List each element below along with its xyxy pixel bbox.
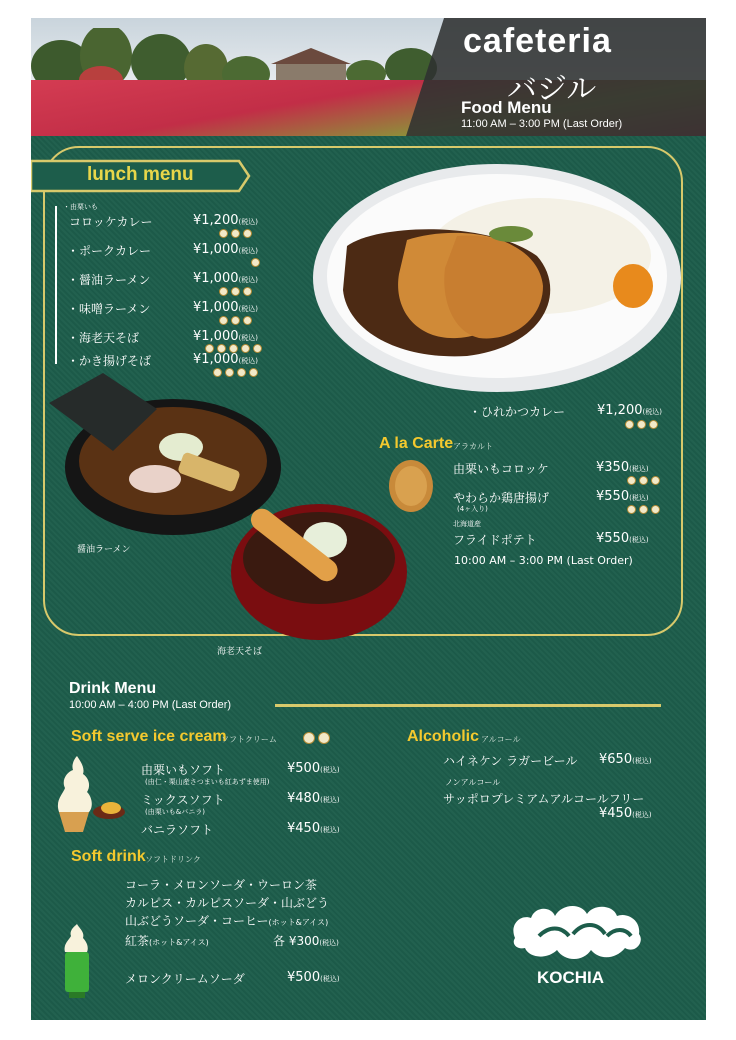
lunch-menu-heading: lunch menu [87,164,194,185]
cafe-subtitle: バジル [507,72,597,107]
soft-serve-item-name: バニラソフト [141,823,214,837]
lunch-item-name: ・ポークカレー [67,244,152,258]
soft-drink-line: 山ぶどうソーダ・コーヒー(ホット&アイス) [125,914,329,928]
soft-serve-image [53,754,135,836]
soft-serve-item-price: ¥500(税込) [287,761,340,776]
item-prefix: ・由栗いも [63,203,98,211]
allergen-icons [219,316,252,325]
nonalc-name: サッポロプレミアムアルコールフリー [443,792,645,806]
cafe-title: cafeteria [463,22,612,60]
lunch-item-price: ¥1,000(税込) [193,352,258,367]
soft-serve-item-name: ミックスソフト [141,793,225,807]
ramen-caption: 醤油ラーメン [77,545,131,555]
alacarte-item-name: 由栗いもコロッケ [453,462,549,476]
food-menu-hours: 11:00 AM – 3:00 PM (Last Order) [461,118,623,130]
alacarte-item-price: ¥550(税込) [596,489,649,504]
soft-serve-heading-jp: ソフトクリーム [221,735,277,744]
alacarte-item-prefix: 北海道産 [453,520,481,528]
cream-soda-image [57,922,97,1004]
allergen-icons [627,476,660,485]
nonalc-label: ノンアルコール [445,778,501,787]
soft-drink-price: 各 ¥300(税込) [273,934,339,948]
soft-drink-line: カルピス・カルピスソーダ・山ぶどう [125,896,330,910]
curry-plate-image [307,160,687,400]
nonalc-price: ¥450(税込) [599,806,652,821]
menu-page [31,18,706,1020]
soft-drink-line: コーラ・メロンソーダ・ウーロン茶 [125,878,318,892]
allergen-icons [251,258,260,267]
lunch-item-price: ¥1,000(税込) [193,329,258,344]
alcoholic-heading-jp: アルコール [481,735,521,744]
soft-serve-item-name: 由栗いもソフト [141,763,226,777]
beer-price: ¥650(税込) [599,752,652,767]
soft-serve-item-price: ¥450(税込) [287,821,340,836]
croquette-image [387,458,435,514]
lunch-item-price: ¥1,000(税込) [193,271,258,286]
alacarte-hours: 10:00 AM – 3:00 PM (Last Order) [454,554,633,567]
cream-soda-name: メロンクリームソーダ [125,972,245,986]
lunch-item-price: ¥1,000(税込) [193,300,258,315]
alacarte-item-name: フライドポテト [453,533,537,547]
allergen-icons [219,229,252,238]
cream-soda-price: ¥500(税込) [287,970,340,985]
allergen-icons [627,505,660,514]
soft-serve-heading: Soft serve ice cream [71,728,227,745]
food-menu-label: Food Menu [461,98,552,117]
soft-serve-item-price: ¥480(税込) [287,791,340,806]
kochia-logo-image [505,888,655,968]
lunch-item-name: ・醤油ラーメン [67,273,151,287]
alacarte-item-name: やわらか鶏唐揚げ [453,491,550,505]
drink-menu-title: Drink Menu [69,680,157,697]
lunch-item-name: ・味噌ラーメン [67,302,151,316]
lunch-item-price: ¥1,200(税込) [193,213,258,228]
drink-menu-hours: 10:00 AM – 4:00 PM (Last Order) [69,699,232,711]
header-banner [31,18,706,136]
alacarte-item-price: ¥550(税込) [596,531,649,546]
alacarte-item-note: (4ヶ入り) [457,505,488,513]
allergen-icons [625,420,658,429]
beer-name: ハイネケン ラガービール [443,754,578,768]
lunch-item-name: ・かき揚げそば [67,354,152,368]
allergen-icons [219,287,252,296]
soba-image [227,488,411,650]
lunch-list-rule [55,206,57,364]
lunch-item-name: ・海老天そば [67,331,140,345]
soft-drink-heading-jp: ソフトドリンク [145,855,201,864]
soft-drink-heading: Soft drink [71,848,146,865]
allergen-icons [303,732,330,744]
alacarte-heading-jp: アラカルト [453,442,493,451]
alcoholic-heading: Alcoholic [407,728,480,745]
logo-text: KOCHIA [537,968,605,987]
lunch-item-name: ・ひれかつカレー [469,405,566,419]
soft-serve-item-note: (由仁・栗山産さつまいも紅あずま使用) [145,778,270,786]
soft-drink-line: 紅茶(ホット&アイス) [125,934,209,948]
alacarte-heading: A la Carte [379,435,454,452]
lunch-item-price: ¥1,200(税込) [597,403,662,418]
drink-menu-rule [275,704,661,707]
lunch-item-price: ¥1,000(税込) [193,242,258,257]
soft-serve-item-note: (由栗いも&バニラ) [145,808,205,816]
lunch-item-name: コロッケカレー [69,215,153,229]
soba-caption: 海老天そば [217,647,263,657]
alacarte-item-price: ¥350(税込) [596,460,649,475]
